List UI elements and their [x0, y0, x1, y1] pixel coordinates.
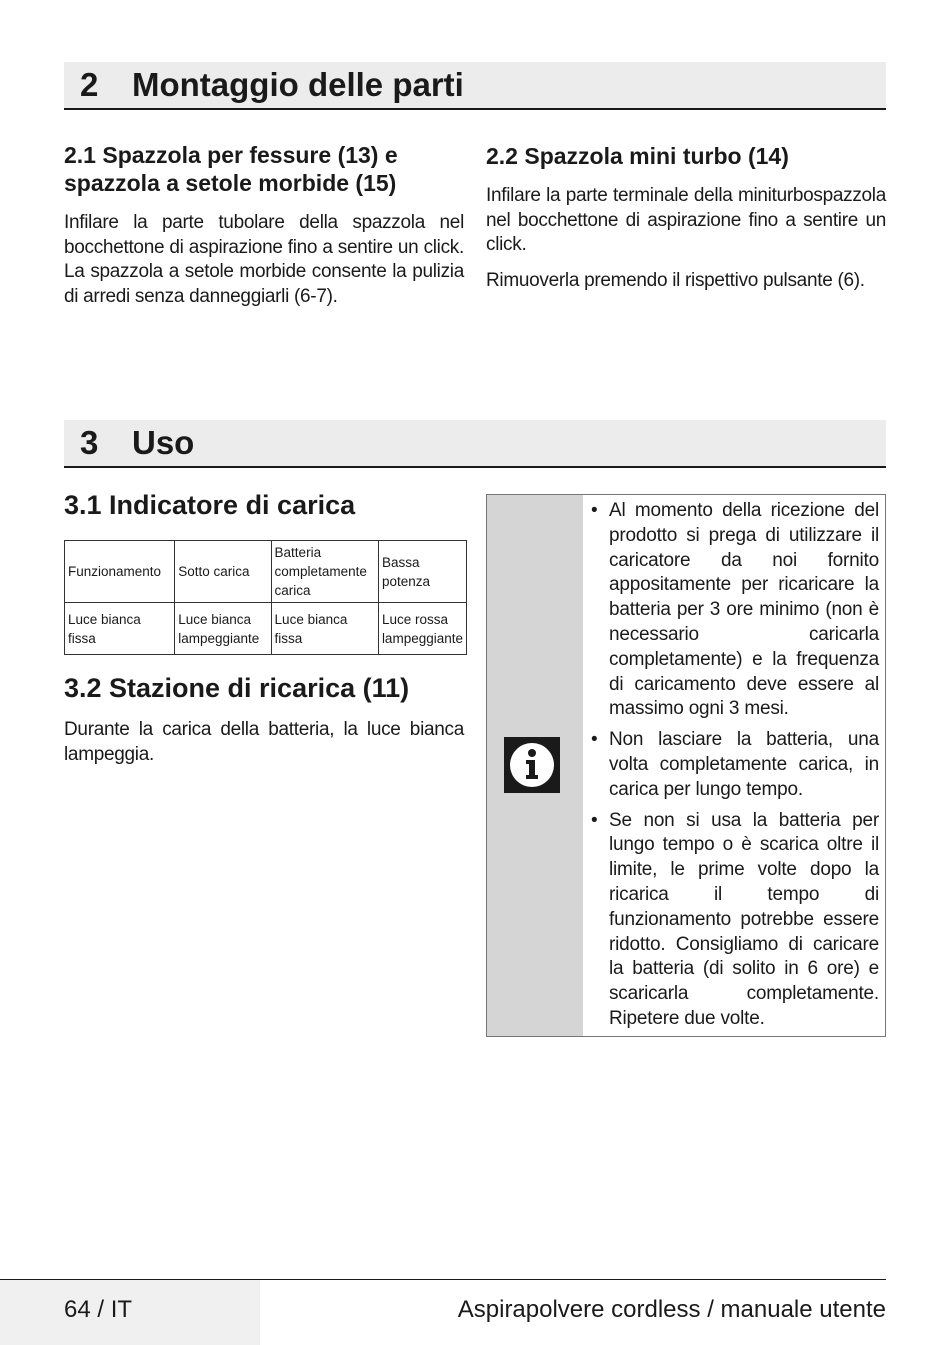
- section-2-header: [64, 62, 886, 110]
- section-3-header: [64, 420, 886, 468]
- table-cell: Sotto carica: [175, 541, 271, 603]
- subsection-3-1-title: 3.1 Indicatore di carica: [64, 490, 356, 520]
- info-icon: [504, 737, 560, 793]
- table-row: [65, 603, 467, 655]
- subsection-2-2-text: Infilare la parte terminale della miniturbospazzola nel bocchettone di aspirazione fino a sentire un click.: [486, 185, 886, 255]
- note-item: • Non lasciare la batteria, una volta completamente carica, in carica per lungo tempo.: [591, 728, 879, 802]
- table-cell: Luce bianca fissa: [271, 603, 378, 655]
- section-title: Uso: [132, 424, 195, 461]
- note-item: • Se non si usa la batteria per lungo tempo o è scarica oltre il limite, le prime volte dopo la ricarica il tempo di funzionamento potrebbe essere ridotto. Consigliamo di caricare la batteria (di solito in 6 ore) e scaricarla completamente. Ripetere due volte.: [591, 809, 879, 1032]
- section-number: 3: [80, 424, 99, 461]
- subsection-3-2-text: Durante la carica della batteria, la luce bianca lampeggia.: [64, 719, 464, 765]
- table-cell: Luce bianca lampeggiante: [175, 603, 271, 655]
- subsection-2-1-title: 2.1 Spazzola per fessure (13) e spazzola a setole morbide (15): [64, 142, 398, 196]
- table-cell: Batteria completamente carica: [271, 541, 378, 603]
- table-cell: Bassa potenza: [378, 541, 466, 603]
- subsection-3-2-title: 3.2 Stazione di ricarica (11): [64, 673, 410, 703]
- subsection-2-2-text-2: Rimuoverla premendo il rispettivo pulsante (6).: [486, 270, 865, 291]
- note-list: [591, 499, 879, 1038]
- table-header-row: [65, 541, 467, 603]
- document-title: Aspirapolvere cordless / manuale utente: [457, 1296, 886, 1323]
- section-number: 2: [80, 66, 99, 103]
- subsection-2-1-text: Infilare la parte tubolare della spazzola nel bocchettone di aspirazione fino a sentire un click. La spazzola a setole morbide consente la pulizia di arredi senza danneggiarli (6-7).: [64, 212, 464, 307]
- subsection-2-2-title: 2.2 Spazzola mini turbo (14): [486, 143, 789, 169]
- section-title: Montaggio delle parti: [132, 66, 464, 103]
- page-number: 64 / IT: [64, 1296, 133, 1323]
- table-cell: Luce rossa lampeggiante: [378, 603, 466, 655]
- info-note-box: [486, 494, 886, 1037]
- note-sidebar: [487, 495, 583, 1036]
- table-cell: Funzionamento: [65, 541, 175, 603]
- footer-divider: [0, 1279, 886, 1280]
- table-cell: Luce bianca fissa: [65, 603, 175, 655]
- note-item: • Al momento della ricezione del prodotto si prega di utilizzare il caricatore da noi fornito appositamente per ricaricare la batteria per 3 ore minimo (non è necessario caricarla completamente) e la frequenza di caricamento deve essere al massimo ogni 3 mesi.: [591, 499, 879, 722]
- charge-indicator-table: [64, 540, 467, 655]
